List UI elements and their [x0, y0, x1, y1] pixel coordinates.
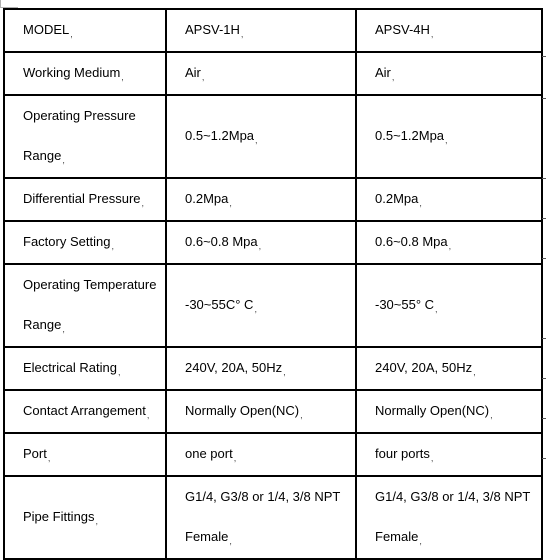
cell-line: four ports$_,$ [375, 446, 434, 463]
cell-line: -30~55° $C_,$ [375, 297, 438, 314]
cell-line: APSV-$1H_,$ [185, 22, 244, 39]
cell-line: Normally $Open(NC)_,$ [375, 403, 493, 420]
table-row [4, 347, 542, 390]
cell-line: $MODEL_,$ [23, 22, 73, 39]
cell-line: Electrical Rating$_,$ [23, 360, 121, 377]
cell-line: G1/4, G3/8 or 1/4, 3/8 NPT [375, 489, 531, 504]
cell-line: 0.6~0.8 Mpa$_,$ [185, 234, 262, 251]
model-2-value [356, 52, 542, 95]
edge-mark [542, 338, 546, 339]
model-1-value [166, 178, 356, 221]
cell-line: 240V, 20A, $50Hz_,$ [375, 360, 476, 377]
table-row [4, 9, 542, 52]
edge-mark [542, 218, 546, 219]
row-label [4, 178, 166, 221]
row-label [4, 390, 166, 433]
cell-line: 0.2Mpa$_,$ [185, 191, 232, 208]
model-1-value [166, 52, 356, 95]
row-label [4, 9, 166, 52]
cell-line: 240V, 20A, $50Hz_,$ [185, 360, 286, 377]
edge-mark [542, 378, 546, 379]
table-row [4, 390, 542, 433]
cell-line: Factory Setting$_,$ [23, 234, 114, 251]
cell-line: one port$_,$ [185, 446, 237, 463]
cell-line: 0.5~1.2Mpa$_,$ [185, 128, 258, 145]
cell-line: Range$_,$ [23, 148, 65, 165]
row-label [4, 95, 166, 178]
spec-table [3, 8, 543, 560]
table-row [4, 476, 542, 559]
cell-line: Operating Pressure [23, 108, 136, 123]
cell-line: Normally $Open(NC)_,$ [185, 403, 303, 420]
model-2-value [356, 476, 542, 559]
cell-line: 0.6~0.8 Mpa$_,$ [375, 234, 452, 251]
model-2-value [356, 433, 542, 476]
edge-mark [542, 458, 546, 459]
row-label [4, 347, 166, 390]
cell-line: Contact Arrangement$_,$ [23, 403, 150, 420]
model-1-value [166, 390, 356, 433]
cell-line: Port$_,$ [23, 446, 51, 463]
row-label [4, 264, 166, 347]
table-row [4, 95, 542, 178]
table-row [4, 264, 542, 347]
cell-line: Operating Temperature [23, 277, 157, 292]
model-2-value [356, 390, 542, 433]
cell-line: Air$_,$ [185, 65, 205, 82]
row-label [4, 433, 166, 476]
model-2-value [356, 264, 542, 347]
cell-line: Air$_,$ [375, 65, 395, 82]
edge-mark [542, 418, 546, 419]
page-corner-mark [0, 0, 18, 8]
edge-mark [542, 178, 546, 179]
cell-line: Female$_,$ [375, 529, 422, 546]
edge-mark [542, 98, 546, 99]
table-row [4, 52, 542, 95]
model-1-value [166, 95, 356, 178]
cell-line: G1/4, G3/8 or 1/4, 3/8 NPT [185, 489, 341, 504]
row-label [4, 221, 166, 264]
row-label [4, 52, 166, 95]
model-1-value [166, 264, 356, 347]
cell-line: Range$_,$ [23, 317, 65, 334]
edge-mark [542, 56, 546, 57]
table-row [4, 221, 542, 264]
model-1-value [166, 347, 356, 390]
model-2-value [356, 178, 542, 221]
cell-line: Differential Pressure$_,$ [23, 191, 145, 208]
model-2-value [356, 95, 542, 178]
model-2-value [356, 347, 542, 390]
cell-line: Pipe Fittings$_,$ [23, 509, 99, 526]
cell-line: 0.5~1.2Mpa$_,$ [375, 128, 448, 145]
row-label [4, 476, 166, 559]
model-1-value [166, 433, 356, 476]
model-2-value [356, 221, 542, 264]
cell-line: Working Medium$_,$ [23, 65, 124, 82]
model-1-value [166, 9, 356, 52]
table-row [4, 178, 542, 221]
cell-line: APSV-$4H_,$ [375, 22, 434, 39]
cell-line: Female$_,$ [185, 529, 232, 546]
cell-line: -30~55C° $C_,$ [185, 297, 257, 314]
table-row [4, 433, 542, 476]
model-2-value [356, 9, 542, 52]
cell-line: 0.2Mpa$_,$ [375, 191, 422, 208]
edge-mark [542, 258, 546, 259]
model-1-value [166, 476, 356, 559]
model-1-value [166, 221, 356, 264]
